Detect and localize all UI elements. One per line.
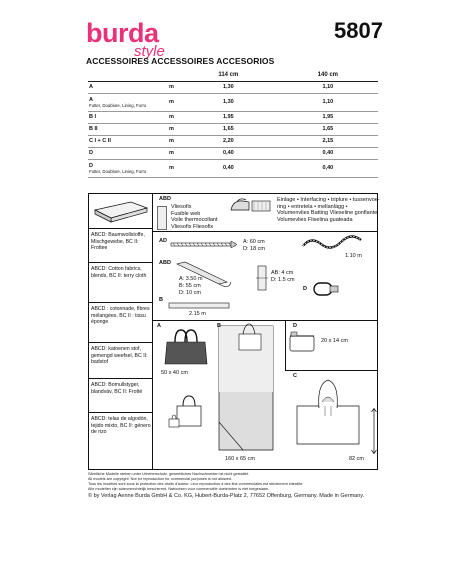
tape-d-width: D: 1.5 cm: [271, 277, 295, 283]
table-row: [88, 81, 378, 93]
value-140: 1,10: [278, 93, 378, 111]
vliesofix-line-1: Vliesofix: [171, 204, 192, 210]
row-label: B I: [88, 111, 164, 123]
notion-b-label: B: [159, 297, 163, 303]
cord-length: 1.10 m: [345, 253, 362, 259]
accessories-title: ACCESSOIRES ACCESSOIRES ACCESORIOS: [86, 56, 275, 66]
fabric-requirements-table: [88, 70, 378, 178]
notion-d-label: D: [303, 286, 307, 292]
length-arrow-icon: [371, 408, 377, 454]
tape-b-length: B: 55 cm: [179, 283, 201, 289]
table-row: [88, 93, 378, 111]
table-row: [88, 147, 378, 159]
row-label: C I + C II: [88, 135, 164, 147]
zipper-icon: [171, 238, 239, 252]
value-140: 1,10: [278, 81, 378, 93]
fabric-text-sv: ABCD: Bomullstyger, blandväv, BC II: Frotté: [91, 382, 143, 395]
row-label: D: [88, 147, 164, 159]
table-row: [88, 135, 378, 147]
fabric-text-nl: ABCD: katoenen stof, gemengd weefsel, BC II: badstof: [91, 346, 148, 366]
table-header-row: [88, 70, 378, 81]
value-114: 0,40: [179, 159, 278, 177]
row-unit: m: [164, 123, 179, 135]
view-c-length: 82 cm: [349, 456, 364, 462]
iron-icon: [229, 198, 251, 214]
footer-line: Alle modellen zijn auteursrechtelijk beschermd. Nabootsen voor commerciële doeleinden is niet toegestaan.: [88, 487, 270, 491]
fabrics-column: [89, 194, 153, 469]
fabric-text-en: ABCD: Cotton fabrics, blends, BC II: terry cloth: [91, 266, 147, 279]
tape-d-length: D: 10 cm: [179, 290, 202, 296]
fabric-text-fr: ABCD : cotonnade, fibres mélangées, BC II : tissu éponge: [91, 306, 150, 326]
view-b-label: B: [217, 323, 221, 329]
notions-area: [153, 194, 378, 469]
row-unit: m: [164, 147, 179, 159]
interfacing-line-4: Volumevlies Fliselina guateada: [277, 216, 353, 223]
interfacing-roll-icon: [251, 198, 273, 214]
tape-width-icon: [255, 264, 269, 292]
pattern-number: 5807: [334, 18, 383, 43]
value-140: 0,40: [278, 147, 378, 159]
hooded-poncho-illustration: [289, 372, 367, 452]
copyright-line: © by Verlag Aenne Burda GmbH & Co. KG, Hubert-Burda-Platz 2, 77652 Offenburg, Germany. Made in Germany.: [88, 493, 365, 499]
footer-line: All models are copyright. Not for reproduction for commercial purposes is not allowed.: [88, 477, 232, 481]
zipper-a-length: A: 60 cm: [243, 239, 265, 245]
row-label: B II: [88, 123, 164, 135]
cord-icon: [301, 234, 369, 252]
value-114: 1,95: [179, 111, 278, 123]
row-unit: m: [164, 111, 179, 123]
view-a-label: A: [157, 323, 161, 329]
row-unit: m: [164, 81, 179, 93]
bias-tape-icon: [169, 302, 231, 310]
tape-abd-label: ABD: [159, 260, 171, 266]
brand-sub: style: [134, 43, 165, 60]
table-row: [88, 123, 378, 135]
view-c-label: C: [293, 373, 297, 379]
value-114: 1,30: [179, 93, 278, 111]
brand-word: burda: [86, 18, 159, 48]
value-114: 1,30: [179, 81, 278, 93]
vliesofix-line-2: Fusible web: [171, 210, 201, 217]
footer-line: Sämtliche Modelle stehen unter Urheberschutz, gewerbliches Nachschneiden ist nicht gestattet.: [88, 472, 250, 476]
fabric-fold-icon: [91, 196, 149, 226]
zipper-ad-label: AD: [159, 238, 167, 244]
pouch-illustration: [289, 330, 315, 352]
fabric-text-es: ABCD: telas de algodón, tejido mixto, BC II: género de rizo: [91, 416, 151, 436]
fabric-text-de: ABCD: Baumwollstoffe, Mischgewebe, BC II: Frottee: [91, 232, 145, 252]
zipper-d-length: D: 18 cm: [243, 246, 266, 252]
view-a-dimensions: 50 x 40 cm: [161, 370, 188, 376]
view-b-dimensions: 160 x 65 cm: [225, 456, 255, 462]
row-unit: m: [164, 93, 179, 111]
notion-b-length: 2.15 m: [189, 311, 206, 317]
value-140: 2,15: [278, 135, 378, 147]
value-114: 2,20: [179, 135, 278, 147]
interfacing-line-2: ring • entretela • mellanlägg •: [277, 203, 348, 210]
beach-towel-illustration: [213, 322, 279, 454]
notions-and-views-grid: [88, 193, 378, 470]
copyright-footer: [88, 472, 388, 500]
tape-ab-width: AB: 4 cm: [271, 270, 294, 276]
tote-bag-illustration: [161, 328, 211, 368]
tiny-bag-illustration: [167, 414, 181, 428]
column-114: 114 cm: [179, 70, 278, 81]
table-row: [88, 111, 378, 123]
value-140: 0,40: [278, 159, 378, 177]
view-d-dimensions: 20 x 14 cm: [321, 338, 348, 344]
row-unit: m: [164, 135, 179, 147]
tape-a-length: A: 3.50 m: [179, 276, 203, 282]
column-140: 140 cm: [278, 70, 378, 81]
abd-header: ABD: [159, 196, 171, 202]
carabiner-hook-icon: [313, 280, 339, 298]
footer-line: Tous les modèles sont sous la protection des droits d'auteur. Leur reproduction à des fins commerciales est strictement interdite.: [88, 482, 304, 486]
value-140: 1,65: [278, 123, 378, 135]
row-label: A Futter, Doublure, Lining, Forro: [88, 93, 164, 111]
fusible-web-sheet-icon: [157, 206, 167, 230]
row-label: A: [88, 81, 164, 93]
row-label: D Futter, Doublure, Lining, Forro: [88, 159, 164, 177]
value-114: 0,40: [179, 147, 278, 159]
vliesofix-line-3: Voile thermocollant: [171, 217, 218, 223]
table-row: [88, 159, 378, 177]
row-unit: m: [164, 159, 179, 177]
interfacing-line-3: Volumenvlies Batting Vlieseline gonflante: [277, 210, 378, 216]
vliesofix-line-4: Vliesofix Fliesofix: [171, 223, 214, 230]
value-114: 1,65: [179, 123, 278, 135]
value-140: 1,95: [278, 111, 378, 123]
view-d-label: D: [293, 323, 297, 329]
interfacing-line-1: Einlage • Interfacing • triplure • tussenvoe-: [277, 197, 380, 203]
